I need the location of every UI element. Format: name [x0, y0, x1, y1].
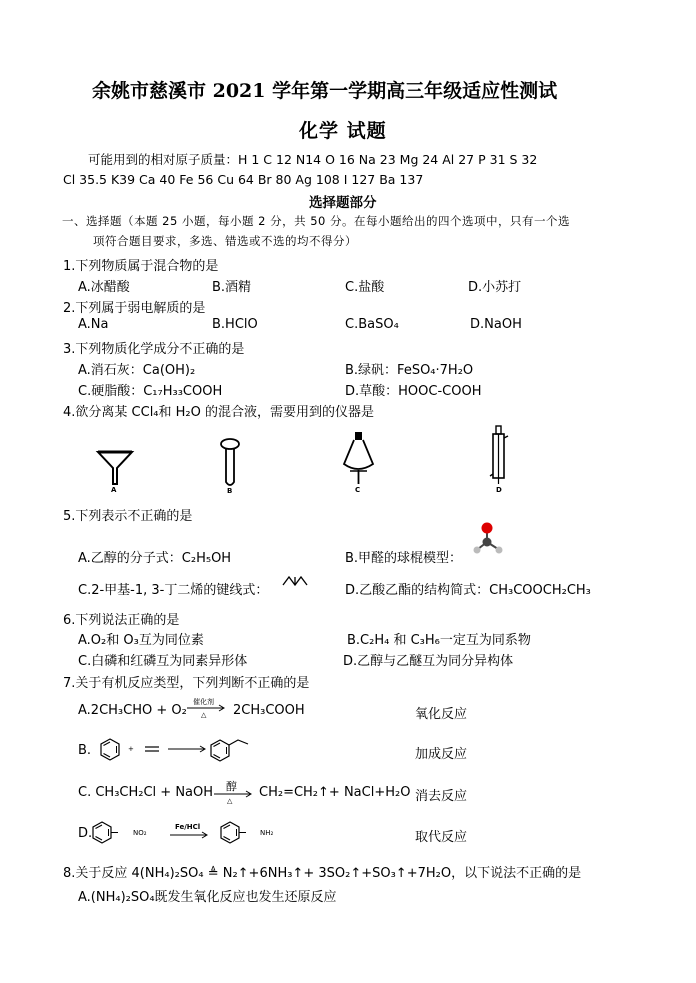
q7-stem: 7.关于有机反应类型，下列判断不正确的是	[63, 676, 310, 691]
q1-option-d: D.小苏打	[468, 280, 522, 295]
ethylbenzene-icon	[208, 736, 256, 764]
q7-a-type: 氧化反应	[415, 707, 468, 722]
q7-a-condition-top: 催化剂	[193, 698, 214, 706]
condenser-icon	[490, 424, 510, 486]
exam-title: 余姚市慈溪市 2021 学年第一学期高三年级适应性测试	[92, 80, 558, 102]
q7-b-plus: +	[128, 745, 134, 753]
nitrobenzene-icon	[90, 820, 130, 846]
q7-c-type: 消去反应	[415, 789, 468, 804]
atomic-masses-line1: 可能用到的相对原子质量：H 1 C 12 N14 O 16 Na 23 Mg 24 Al 27 P 31 S 32	[88, 152, 538, 167]
benzene-ring-icon	[98, 737, 122, 763]
q5-option-a: A.乙醇的分子式：C₂H₅OH	[78, 551, 232, 566]
q6-stem: 6.下列说法正确的是	[63, 613, 180, 628]
q8-stem: 8.关于反应 4(NH₄)₂SO₄ ≜ N₂↑+6NH₃↑+ 3SO₂↑+SO₃↑+7H₂O，以下说法不正确的是	[63, 866, 582, 881]
q7-d-label: D.	[78, 826, 93, 841]
exam-subtitle: 化学 试题	[299, 120, 387, 142]
q5-option-d: D.乙酸乙酯的结构简式：CH₃COOCH₂CH₃	[345, 583, 591, 598]
q6-option-b: B.C₂H₄ 和 C₃H₆一定互为同系物	[347, 633, 531, 648]
q4-stem: 4.欲分离某 CCl₄和 H₂O 的混合液，需要用到的仪器是	[63, 405, 374, 420]
apparatus-label-a: A	[111, 486, 117, 494]
q5-option-c: C.2-甲基-1, 3-丁二烯的键线式：	[78, 583, 269, 598]
tube-icon	[216, 434, 246, 492]
q6-option-a: A.O₂和 O₃互为同位素	[78, 633, 204, 648]
q6-option-d: D.乙醇与乙醚互为同分异构体	[343, 654, 514, 669]
ball-stick-model-icon	[470, 520, 510, 556]
q2-option-d: D.NaOH	[470, 317, 522, 332]
q2-stem: 2.下列属于弱电解质的是	[63, 301, 206, 316]
q1-stem: 1.下列物质属于混合物的是	[63, 259, 219, 274]
q3-stem: 3.下列物质化学成分不正确的是	[63, 342, 245, 357]
q7-b-type: 加成反应	[415, 747, 468, 762]
apparatus-label-d: D	[496, 486, 502, 494]
q3-option-a: A.消石灰：Ca(OH)₂	[78, 363, 196, 378]
separatory-funnel-icon	[340, 430, 380, 490]
q3-option-b: B.绿矾：FeSO₄·7H₂O	[345, 363, 474, 378]
q7-c-products: CH₂=CH₂↑+ NaCl+H₂O	[259, 785, 411, 800]
q7-b-label: B.	[78, 743, 92, 758]
q7-d-condition: Fe/HCl	[175, 823, 201, 831]
q7-d-group1: NO₂	[133, 829, 147, 837]
arrow-icon	[170, 831, 210, 839]
arrow-icon	[187, 704, 227, 712]
skeletal-formula-icon	[282, 573, 310, 589]
q1-option-a: A.冰醋酸	[78, 280, 130, 295]
q7-d-type: 取代反应	[415, 830, 468, 845]
arrow-icon	[214, 790, 254, 798]
q7-a-products: 2CH₃COOH	[233, 703, 305, 718]
q3-option-d: D.草酸：HOOC-COOH	[345, 384, 482, 399]
q2-option-c: C.BaSO₄	[345, 317, 399, 332]
q5-option-b: B.甲醛的球棍模型：	[345, 551, 463, 566]
apparatus-label-b: B	[227, 487, 233, 495]
section-instruction-line1: 一、选择题（本题 25 小题，每小题 2 分，共 50 分。在每小题给出的四个选项中，只有一个选	[62, 214, 571, 228]
arrow-icon	[168, 745, 208, 753]
ethylene-double-bond-icon	[144, 745, 162, 753]
q3-option-c: C.硬脂酸：C₁₇H₃₃COOH	[78, 384, 223, 399]
q7-d-group2: NH₂	[260, 829, 274, 837]
section-instruction-line2: 项符合题目要求，多选、错选或不选的均不得分）	[93, 234, 357, 248]
q7-a-reactants: A.2CH₃CHO + O₂	[78, 703, 187, 718]
q7-c-condition-bottom: △	[227, 797, 233, 805]
q6-option-c: C.白磷和红磷互为同素异形体	[78, 654, 248, 669]
q7-c-reactants: C. CH₃CH₂Cl + NaOH	[78, 785, 214, 800]
q5-stem: 5.下列表示不正确的是	[63, 509, 193, 524]
q8-option-a: A.(NH₄)₂SO₄既发生氧化反应也发生还原反应	[78, 890, 337, 905]
q1-option-b: B.酒精	[212, 280, 252, 295]
q2-option-a: A.Na	[78, 317, 109, 332]
q7-c-condition-top: 醇	[226, 780, 237, 793]
apparatus-label-c: C	[355, 486, 361, 494]
q2-option-b: B.HClO	[212, 317, 258, 332]
aniline-icon	[218, 820, 258, 846]
q7-a-condition-bottom: △	[201, 711, 207, 719]
section-title: 选择题部分	[309, 195, 377, 211]
atomic-masses-line2: Cl 35.5 K39 Ca 40 Fe 56 Cu 64 Br 80 Ag 108 I 127 Ba 137	[63, 172, 424, 187]
q1-option-c: C.盐酸	[345, 280, 385, 295]
